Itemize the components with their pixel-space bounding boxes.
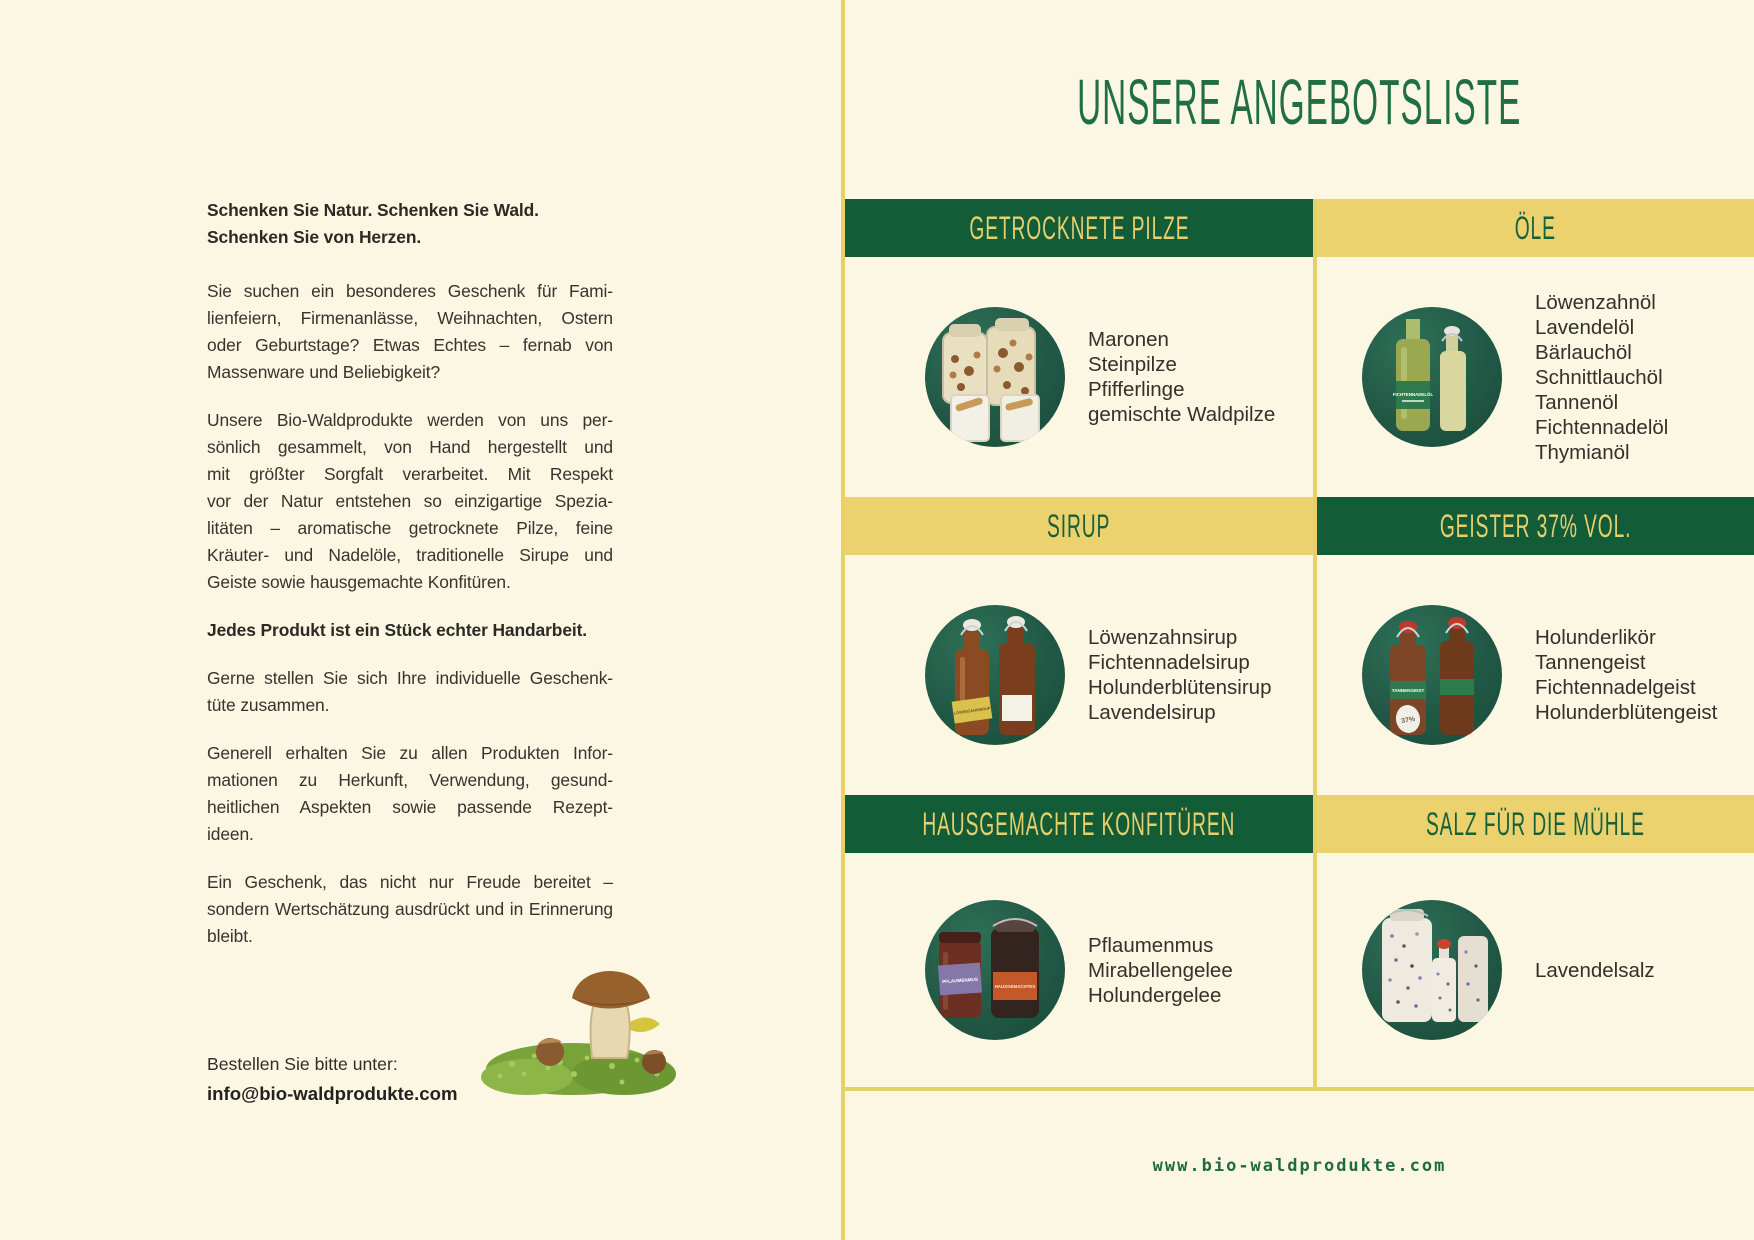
text-line: bleibt.: [207, 926, 253, 946]
text-line: tüte zusammen.: [207, 695, 330, 715]
text-line: litäten – aromatische getrocknete Pilze, feine: [207, 518, 613, 538]
band-label: ÖLE: [1514, 209, 1557, 246]
text-line: Unsere Bio-Waldprodukte werden von uns per-: [207, 410, 613, 430]
text-line: heitlichen Aspekten sowie passende Rezept-: [207, 797, 613, 817]
photo-syrup-bottles: [925, 605, 1065, 745]
product-item: Tannenöl: [1535, 390, 1619, 414]
salt-jar: [1458, 936, 1488, 1022]
photo-salt-jars: [1362, 900, 1502, 1040]
product-item: Lavendelöl: [1535, 315, 1635, 339]
text-line: Sie suchen ein besonderes Geschenk für Fami-: [207, 281, 613, 301]
bottle-label-text: FICHTENNADELÖL: [1392, 392, 1434, 397]
product-item: Fichtennadelöl: [1535, 415, 1669, 439]
page-title-text: UNSERE ANGEBOTSLISTE: [1077, 66, 1522, 138]
jar-label-text: PFLAUMENMUS: [942, 976, 979, 985]
bottle-label: [1002, 695, 1032, 721]
text-line: Ein Geschenk, das nicht nur Freude bereitet –: [207, 872, 613, 892]
intro-heading: [207, 197, 613, 251]
band-label: SIRUP: [1047, 507, 1111, 544]
intro-paragraph: [207, 278, 613, 386]
photo-oil-bottles: [1362, 307, 1502, 447]
text-line: vor der Natur entstehen so einzigartige Spezia-: [207, 491, 613, 511]
salt-bottle: [1432, 958, 1456, 1022]
product-item: Lavendelsirup: [1088, 701, 1216, 724]
porcini-cap: [572, 971, 650, 1009]
product-item: Holunderblütengeist: [1535, 701, 1718, 724]
photo-geist-bottles: [1362, 605, 1502, 745]
band-getrocknete-pilze: [845, 199, 1313, 257]
text-line: Jedes Produkt ist ein Stück echter Handarbeit.: [207, 620, 588, 640]
band-sirup: [845, 497, 1313, 555]
cell-geister: [1317, 555, 1754, 795]
intro-paragraph: [207, 407, 613, 596]
product-item: Maronen: [1088, 328, 1169, 351]
bottle-label-text: LÖWENZAHNSIRUP: [953, 705, 991, 716]
product-item: Löwenzahnsirup: [1088, 626, 1238, 649]
product-item: Tannengeist: [1535, 651, 1646, 674]
band-label: GEISTER 37% VOL.: [1439, 507, 1632, 544]
product-item: Pflaumenmus: [1088, 933, 1214, 957]
intro-paragraphs: [207, 278, 613, 950]
product-list-geister: [1535, 625, 1717, 725]
intro-paragraph: [207, 617, 613, 644]
yellow-leaf: [630, 1017, 660, 1032]
product-item: Fichtennadelsirup: [1088, 651, 1250, 674]
product-item: Holunderlikör: [1535, 626, 1656, 649]
text-line: mationen zu Herkunft, Verwendung, gesund-: [207, 770, 613, 790]
jar-label-text: HAUSGEMACHTES: [994, 984, 1036, 989]
intro-heading-line: Schenken Sie Natur. Schenken Sie Wald.: [207, 200, 539, 220]
product-item: Thymianöl: [1535, 440, 1630, 464]
bottle-label: [1440, 679, 1474, 695]
text-line: Gerne stellen Sie sich Ihre individuelle Geschenk-: [207, 668, 613, 688]
product-list-oele: [1535, 290, 1668, 465]
order-label: Bestellen Sie bitte unter:: [207, 1054, 398, 1074]
band-salz: [1317, 795, 1754, 853]
product-item: Fichtennadelgeist: [1535, 676, 1696, 699]
band-label: SALZ FÜR DIE MÜHLE: [1426, 805, 1645, 842]
percent-badge-text: 37%: [1400, 715, 1416, 726]
band-geister: [1317, 497, 1754, 555]
intro-text-column: [207, 197, 613, 971]
product-list-pilze: [1088, 327, 1275, 427]
band-label: HAUSGEMACHTE KONFITÜREN: [922, 805, 1236, 842]
grid-bottom-border: [845, 1087, 1754, 1091]
bottle-label-text: TANNENGEIST: [1391, 688, 1425, 693]
product-item: gemischte Waldpilze: [1088, 403, 1276, 426]
cell-getrocknete-pilze: [845, 257, 1313, 497]
product-item: Holundergelee: [1088, 983, 1222, 1007]
product-item: Holunderblütensirup: [1088, 676, 1272, 699]
text-line: oder Geburtstage? Etwas Echtes – fernab von: [207, 335, 613, 355]
text-line: lienfeiern, Firmenanlässe, Weihnachten, Ostern: [207, 308, 613, 328]
website-url: www.bio-waldprodukte.com: [1152, 1156, 1447, 1176]
band-oele: [1317, 199, 1754, 257]
oil-bottle: [1440, 351, 1466, 431]
grid-column-divider: [1313, 199, 1317, 1091]
text-line: sönlich gesammelt, von Hand hergestellt und: [207, 437, 613, 457]
product-item: Steinpilze: [1088, 353, 1177, 376]
salt-jar: [1382, 918, 1432, 1022]
text-line: Massenware und Beliebigkeit?: [207, 362, 441, 382]
intro-paragraph: [207, 665, 613, 719]
product-item: Schnittlauchöl: [1535, 365, 1663, 389]
band-label: GETROCKNETE PILZE: [968, 209, 1190, 246]
product-list-salz: [1535, 958, 1655, 983]
mushroom-moss-photo: [472, 936, 677, 1101]
cell-sirup: [845, 555, 1313, 795]
product-item: Bärlauchöl: [1535, 340, 1632, 364]
cell-konfitueren: [845, 853, 1313, 1087]
text-line: mit größter Sorgfalt verarbeitet. Mit Respekt: [207, 464, 613, 484]
product-item: Mirabellengelee: [1088, 958, 1233, 982]
text-line: Kräuter- und Nadelöle, traditionelle Sirupe und: [207, 545, 613, 565]
text-line: Generell erhalten Sie zu allen Produkten Infor-: [207, 743, 613, 763]
intro-paragraph: [207, 740, 613, 848]
text-line: ideen.: [207, 824, 254, 844]
text-line: sondern Wertschätzung ausdrückt und in Erinnerung: [207, 899, 613, 919]
order-email: info@bio-waldprodukte.com: [207, 1083, 458, 1104]
intro-heading-line: Schenken Sie von Herzen.: [207, 227, 422, 247]
order-block: [207, 1050, 458, 1108]
red-cap: [1437, 939, 1451, 949]
band-konfitueren: [845, 795, 1313, 853]
product-item: Pfifferlinge: [1088, 378, 1185, 401]
product-list-konfitueren: [1088, 933, 1233, 1008]
photo-dried-mushrooms: [925, 307, 1065, 447]
product-item: Löwenzahnöl: [1535, 290, 1656, 314]
product-item: Lavendelsalz: [1535, 958, 1655, 982]
product-list-sirup: [1088, 625, 1271, 725]
syrup-bottle: [999, 643, 1035, 735]
photo-jam-jars: [925, 900, 1065, 1040]
text-line: Geiste sowie hausgemachte Konfitüren.: [207, 572, 511, 592]
page-title: [845, 62, 1754, 142]
cell-salz: [1317, 853, 1754, 1087]
cell-oele: [1317, 257, 1754, 497]
